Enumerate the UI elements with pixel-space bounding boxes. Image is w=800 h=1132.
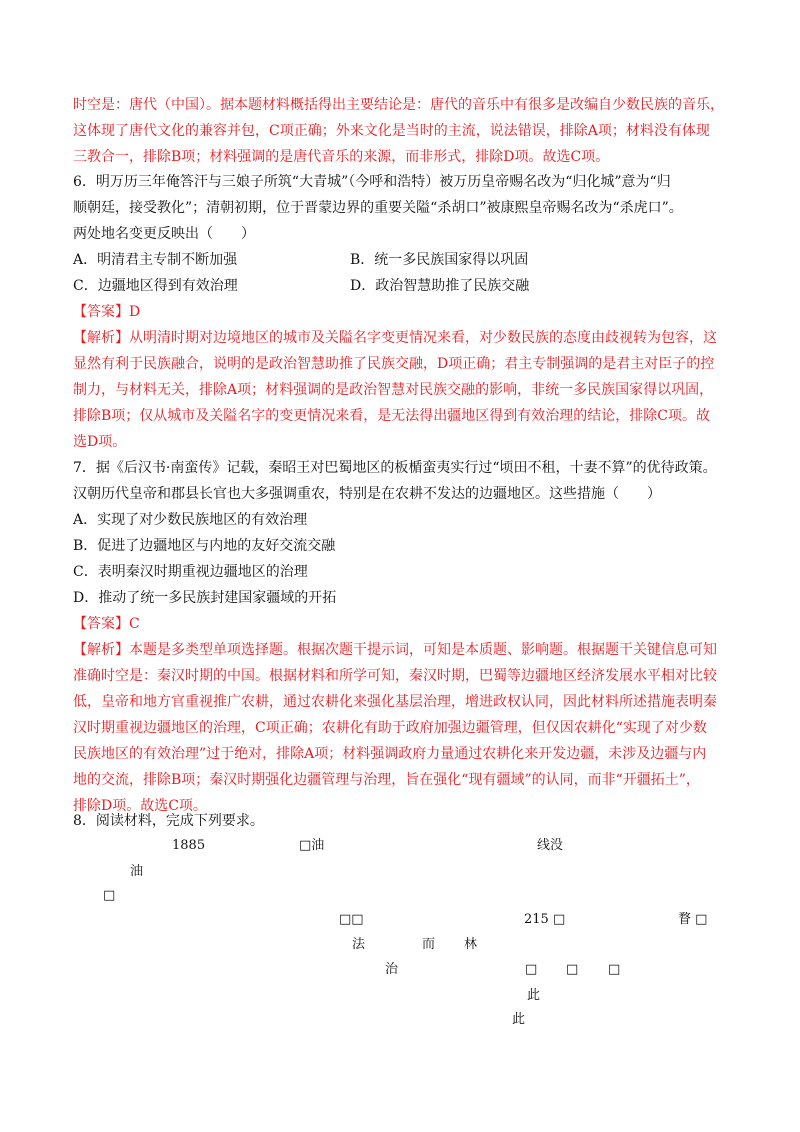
- q6-analysis-line: 选D项。: [73, 434, 127, 450]
- material-fragment: 林: [464, 937, 478, 952]
- q7-analysis-line: 低，皇帝和地方官重视推广农耕，通过农耕化来强化基层治理，增进政权认同，因此材料所述措施表明秦: [73, 694, 717, 710]
- material-fragment: 瞀 □: [678, 912, 708, 927]
- q7-analysis-line: 排除D项。故选C项。: [73, 798, 207, 814]
- material-fragment: □: [103, 888, 116, 903]
- prev-explanation-line: 这体现了唐代文化的兼容并包，C项正确；外来文化是当时的主流，说法错误，排除A项；材料没有体现: [73, 123, 710, 139]
- material-fragment: 线没: [537, 838, 564, 853]
- material-fragment: 治: [385, 962, 399, 977]
- q7-option-a: A．实现了对少数民族地区的有效治理: [73, 512, 308, 528]
- material-fragment: 215 □: [524, 912, 566, 927]
- material-fragment: □: [608, 962, 621, 977]
- material-fragment: 法: [352, 937, 366, 952]
- q7-analysis-line: 准确时空是：秦汉时期的中国。根据材料和所学可知，秦汉时期，巴蜀等边疆地区经济发展水平相对比较: [73, 668, 717, 684]
- q6-option-b: B．统一多民族国家得以巩固: [350, 252, 529, 268]
- q6-stem-line: 顺朝廷，接受教化”；清朝初期，位于晋蒙边界的重要关隘“杀胡口”被康熙皇帝赐名改为“杀虎口”。: [73, 200, 683, 216]
- prev-explanation-line: 三教合一，排除B项；材料强调的是唐代音乐的来源，而非形式，排除D项。故选C项。: [73, 149, 610, 165]
- q7-option-c: C．表明秦汉时期重视边疆地区的治理: [73, 564, 308, 580]
- q6-analysis-line: 制力，与材料无关，排除A项；材料强调的是政治智慧对民族交融的影响，非统一多民族国家得以巩固，: [73, 382, 714, 398]
- q6-stem-line: 6．明万历三年俺答汗与三娘子所筑“大青城”（今呼和浩特）被万历皇帝赐名改为“归化城”意为“归: [73, 174, 671, 190]
- material-fragment: 而: [422, 937, 436, 952]
- q6-stem-line: 两处地名变更反映出（ ）: [73, 226, 255, 242]
- q7-analysis-line: 【解析】本题是多类型单项选择题。根据次题干提示词，可知是本质题、影响题。根据题干关键信息可知: [73, 642, 717, 658]
- q6-option-d: D．政治智慧助推了民族交融: [350, 278, 530, 294]
- material-fragment: □: [566, 962, 579, 977]
- q7-stem-line: 7．据《后汉书·南蛮传》记载，秦昭王对巴蜀地区的板楯蛮夷实行过“顷田不租，十妻不算”的优待政策。: [73, 460, 717, 476]
- q6-analysis-line: 显然有利于民族融合，说明的是政治智慧助推了民族交融，D项正确；君主专制强调的是君主对臣子的控: [73, 356, 715, 372]
- q7-analysis-line: 民族地区的有效治理”过于绝对，排除A项；材料强调政府力量通过农耕化来开发边疆，未涉及边疆与内: [73, 746, 707, 762]
- q7-option-b: B．促进了边疆地区与内地的友好交流交融: [73, 538, 336, 554]
- q7-answer: 【答案】C: [73, 616, 140, 632]
- prev-explanation-line: 时空是：唐代（中国）。据本题材料概括得出主要结论是：唐代的音乐中有很多是改编自少数民族的音乐，: [73, 97, 724, 113]
- q6-option-a: A．明清君主专制不断加强: [73, 252, 238, 268]
- q7-option-d: D．推动了统一多民族封建国家疆域的开拓: [73, 590, 337, 606]
- material-fragment: 此: [527, 988, 541, 1003]
- material-fragment: 油: [130, 864, 144, 879]
- q6-answer: 【答案】D: [73, 304, 141, 320]
- material-fragment: 1885: [172, 838, 206, 853]
- material-fragment: □油: [299, 838, 325, 853]
- q6-analysis-line: 【解析】从明清时期对边境地区的城市及关隘名字变更情况来看，对少数民族的态度由歧视转为包容，这: [73, 330, 717, 346]
- q7-analysis-line: 汉时期重视边疆地区的治理，C项正确；农耕化有助于政府加强边疆管理，但仅因农耕化“实现了对少数: [73, 720, 707, 736]
- q6-option-c: C．边疆地区得到有效治理: [73, 278, 238, 294]
- material-fragment: □□: [339, 912, 364, 927]
- material-fragment: □: [525, 962, 538, 977]
- q7-stem-line: 汉朝历代皇帝和郡县长官也大多强调重农，特别是在农耕不发达的边疆地区。这些措施（ ）: [73, 486, 661, 502]
- q8-stem: 8．阅读材料，完成下列要求。: [73, 813, 264, 829]
- q6-analysis-line: 排除B项；仅从城市及关隘名字的变更情况来看，是无法得出疆地区得到有效治理的结论，排除C项。故: [73, 408, 710, 424]
- q7-analysis-line: 地的交流，排除B项；秦汉时期强化边疆管理与治理，旨在强化“现有疆域”的认同，而非“开疆拓土”，: [73, 772, 700, 788]
- material-fragment: 此: [512, 1012, 526, 1027]
